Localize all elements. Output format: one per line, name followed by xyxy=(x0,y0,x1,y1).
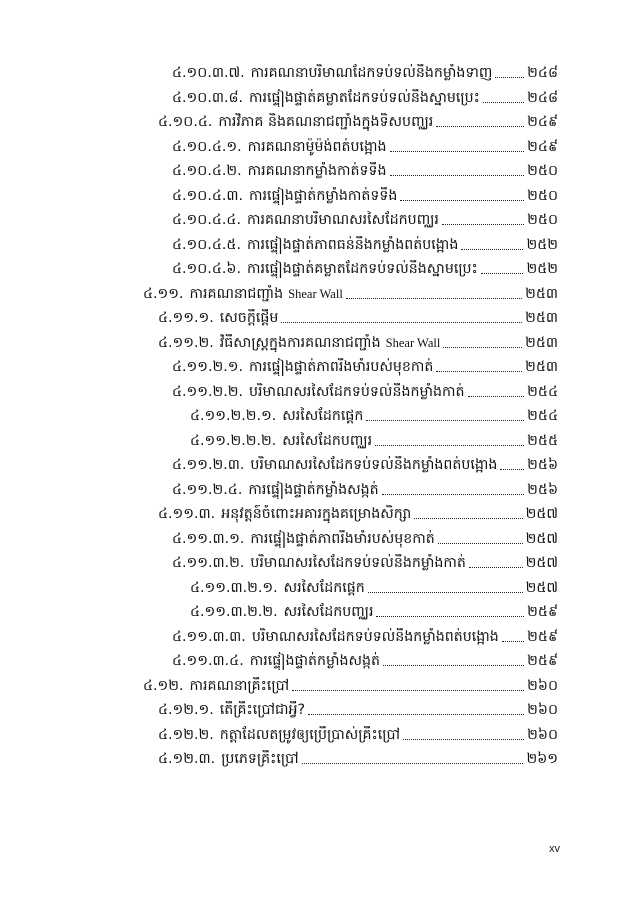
toc-dot-leader xyxy=(414,517,522,519)
toc-entry[interactable] xyxy=(172,156,558,180)
toc-entry-number: ៤.១១.៣. xyxy=(158,506,216,522)
toc-entry[interactable] xyxy=(143,279,558,303)
toc-entry-number: ៤.១១.២.២.១. xyxy=(190,408,277,424)
toc-entry-title: អនុវត្តន៍ចំពោះអគារក្នុងគម្រោងសិក្សា xyxy=(221,506,412,522)
toc-dot-leader xyxy=(495,76,524,78)
toc-entry[interactable] xyxy=(158,720,558,744)
toc-entry[interactable] xyxy=(172,230,558,254)
toc-entry-title-latin: Shear Wall xyxy=(385,335,441,350)
toc-dot-leader xyxy=(383,664,524,666)
toc-entry-page: ២៥០ xyxy=(527,187,558,204)
toc-entry-page: ២៦០ xyxy=(527,677,558,694)
toc-dot-leader xyxy=(390,150,525,152)
toc-entry[interactable] xyxy=(172,83,558,107)
toc-entry[interactable] xyxy=(190,426,558,450)
toc-entry-title-latin: Shear Wall xyxy=(288,286,343,301)
toc-entry-number: ៤.១០.៤.៣. xyxy=(172,187,244,204)
toc-entry-title: កត្តាដែលតម្រូវឲ្យប្រើប្រាស់គ្រឹះប្រៅ xyxy=(219,726,400,743)
toc-entry[interactable] xyxy=(190,401,558,425)
toc-dot-leader xyxy=(366,419,524,421)
toc-dot-leader xyxy=(400,199,524,201)
toc-entry-number: ៤.១២. xyxy=(143,677,184,694)
toc-entry-number: ៤.១០.៤.២. xyxy=(172,163,242,179)
toc-entry-title: ការផ្ទៀងផ្ទាត់ភាពរឹងមាំរបស់មុខកាត់ xyxy=(250,530,435,547)
toc-dot-leader xyxy=(376,615,524,617)
toc-dot-leader xyxy=(368,591,523,593)
toc-entry-page: ២៥០ xyxy=(527,212,558,228)
toc-entry-number: ៤.១១.៣.១. xyxy=(172,530,245,547)
toc-dot-leader xyxy=(281,321,522,323)
toc-entry-page: ២៥៣ xyxy=(525,334,558,351)
toc-entry-title: សេចក្តីផ្តើម xyxy=(219,310,279,326)
toc-dot-leader xyxy=(390,174,525,176)
toc-entry-page: ២៥៧ xyxy=(525,506,558,522)
toc-entry-title: ការផ្ទៀងផ្ទាត់កម្លាំងសង្កត់ xyxy=(249,653,381,669)
toc-entry[interactable] xyxy=(172,205,558,229)
toc-entry-number: ៤.១១.២. xyxy=(158,334,214,351)
toc-dot-leader xyxy=(308,713,524,715)
toc-entry-number: ៤.១០.៤.៦. xyxy=(172,261,241,277)
toc-entry-page: ២៥២ xyxy=(526,236,558,253)
toc-entry[interactable] xyxy=(172,377,558,401)
toc-dot-leader xyxy=(403,738,524,740)
toc-entry-number: ៤.១១.៣.៣. xyxy=(172,628,246,645)
toc-entry-title: សរសៃដែកផ្តេក xyxy=(282,408,364,424)
toc-entry[interactable] xyxy=(172,622,558,646)
toc-entry-number: ៤.១០.៤.៤. xyxy=(172,212,241,228)
toc-entry-page: ២៥៦ xyxy=(527,457,558,473)
toc-entry-title: ការផ្ទៀងផ្ទាត់កម្លាំងសង្កត់ xyxy=(248,481,379,498)
toc-entry-title: ការគណនាម៉ូម៉ង់ពត់បង្អោង xyxy=(247,138,387,155)
toc-entry-page: ២៥៧ xyxy=(525,555,558,571)
toc-entry-title: សរសៃដែកបញ្ឈរ xyxy=(283,604,374,620)
toc-entry-page: ២៥៣ xyxy=(525,285,558,302)
toc-entry-number: ៤.១០.៤.៥. xyxy=(172,236,241,253)
toc-entry[interactable] xyxy=(172,132,558,156)
toc-dot-leader xyxy=(481,272,524,274)
toc-dot-leader xyxy=(375,444,524,446)
toc-entry-title: ការគណនាបរិមាណសរសៃដែកបញ្ឈរ xyxy=(246,212,439,228)
toc-entry-page: ២៥៩ xyxy=(527,604,558,620)
toc-entry-page: ២៥៤ xyxy=(527,383,558,400)
toc-entry-number: ៤.១០.៣.៨. xyxy=(172,89,244,106)
toc-entry-title: ការផ្ទៀងផ្ទាត់គម្លាតដែកទប់ទល់នឹងស្នាមប្រេះ xyxy=(249,89,480,106)
toc-entry-number: ៤.១២.៣. xyxy=(158,751,216,767)
toc-entry[interactable] xyxy=(172,646,558,670)
toc-entry-title: បរិមាណសរសៃដែកទប់ទល់នឹងកម្លាំងកាត់ xyxy=(250,555,466,571)
toc-entry-number: ៤.១២.២. xyxy=(158,726,214,743)
toc-entry-page: ២៥២ xyxy=(526,261,558,277)
toc-dot-leader xyxy=(438,542,523,544)
toc-entry-page: ២៥៩ xyxy=(527,653,558,669)
toc-entry-number: ៤.១២.១. xyxy=(158,702,214,718)
toc-entry-title: តើគ្រឹះប្រៅជាអ្វី? xyxy=(219,702,306,718)
toc-entry[interactable] xyxy=(158,499,558,523)
toc-entry[interactable] xyxy=(172,524,558,548)
toc-entry[interactable] xyxy=(190,573,558,597)
page-number: xv xyxy=(549,843,560,855)
toc-entry[interactable] xyxy=(158,303,558,327)
toc-entry[interactable] xyxy=(172,450,558,474)
toc-entry-number: ៤.១១.៣.២.២. xyxy=(190,604,278,620)
toc-entry[interactable] xyxy=(172,352,558,376)
toc-entry-number: ៤.១១.៣.២.១. xyxy=(190,579,278,596)
toc-entry-title: បរិមាណសរសៃដែកទប់ទល់នឹងកម្លាំងពត់បង្អោង xyxy=(250,457,498,473)
toc-dot-leader xyxy=(483,101,524,103)
toc-entry-page: ២៥៧ xyxy=(525,530,558,547)
toc-dot-leader xyxy=(500,468,524,470)
toc-entry-number: ៤.១០.៤.១. xyxy=(172,138,242,155)
toc-entry-page: ២៥៣ xyxy=(525,310,558,326)
toc-entry-page: ២៦១ xyxy=(526,751,558,767)
toc-entry-title: ការផ្ទៀងផ្ទាត់ភាពធន់នឹងកម្លាំងពត់បង្អោង xyxy=(246,236,459,253)
toc-dot-leader xyxy=(461,248,523,250)
toc-entry-title: ប្រភេទគ្រឹះប្រៅ xyxy=(221,751,299,767)
toc-entry-number: ៤.១១.១. xyxy=(158,310,214,326)
toc-entry-page: ២៤៨ xyxy=(527,65,558,81)
toc-entry-number: ៤.១១.៣.២. xyxy=(172,555,245,571)
toc-dot-leader xyxy=(382,493,525,495)
toc-entry-title: បរិមាណសរសៃដែកទប់ទល់នឹងកម្លាំងពត់បង្អោង xyxy=(251,628,499,645)
toc-entry[interactable] xyxy=(172,548,558,572)
toc-dot-leader xyxy=(302,762,524,764)
toc-entry-title: វិធីសាស្ត្រក្នុងការគណនាជញ្ជាំង xyxy=(219,334,381,351)
toc-dot-leader xyxy=(292,689,524,691)
toc-entry-title: ការគណនាកម្លាំងកាត់ទទឹង xyxy=(247,163,387,179)
toc-entry-number: ៤.១១.២.២. xyxy=(172,383,244,400)
toc-entry-number: ៤.១១. xyxy=(143,285,184,302)
toc-entry-number: ៤.១១.២.១. xyxy=(172,359,244,375)
toc-entry[interactable] xyxy=(158,328,558,352)
toc-entry-page: ២៥៩ xyxy=(527,628,558,645)
toc-entry[interactable] xyxy=(158,744,558,768)
toc-entry-page: ២៤៩ xyxy=(527,114,558,130)
toc-entry-title: ការផ្ទៀងផ្ទាត់ភាពរឹងមាំរបស់មុខកាត់ xyxy=(249,359,434,375)
toc-entry-number: ៤.១១.២.៤. xyxy=(172,481,243,498)
toc-entry-page: ២៥៤ xyxy=(527,408,558,424)
toc-entry-page: ២៦០ xyxy=(527,726,558,743)
toc-entry-page: ២៥៦ xyxy=(527,481,558,498)
toc-entry-title: ការវិភាគ និងគណនាជញ្ជាំងក្នុងទិសបញ្ឈរ xyxy=(218,114,434,130)
toc-entry[interactable] xyxy=(172,58,558,82)
toc-entry-title: បរិមាណសរសៃដែកទប់ទល់នឹងកម្លាំងកាត់ xyxy=(249,383,465,400)
toc-entry[interactable] xyxy=(172,475,558,499)
toc-entry-title: ការផ្ទៀងផ្ទាត់កម្លាំងកាត់ទទឹង xyxy=(249,187,398,204)
toc-entry-title: សរសៃដែកផ្តេក xyxy=(283,579,365,596)
toc-dot-leader xyxy=(468,395,525,397)
toc-entry-page: ២៥៧ xyxy=(525,579,558,596)
toc-entry-page: ២៤៩ xyxy=(527,138,558,155)
toc-dot-leader xyxy=(436,370,522,372)
toc-dot-leader xyxy=(469,566,523,568)
toc-entry[interactable] xyxy=(143,671,558,695)
toc-entry-page: ២៦០ xyxy=(527,702,558,718)
toc-entry-page: ២៥០ xyxy=(527,163,558,179)
toc-entry[interactable] xyxy=(190,597,558,621)
toc-entry-page: ២៤៨ xyxy=(527,89,558,106)
toc-entry-title: សរសៃដែកបញ្ឈរ xyxy=(282,432,373,449)
toc-entry-title: ការគណនាបរិមាណដែកទប់ទល់នឹងកម្លាំងទាញ xyxy=(250,65,493,81)
toc-dot-leader xyxy=(502,640,524,642)
toc-entry-page: ២៥៣ xyxy=(525,359,558,375)
toc-entry-title: ការគណនាជញ្ជាំង xyxy=(189,285,284,302)
toc-entry-number: ៤.១០.៤. xyxy=(158,114,213,130)
toc-entry-title: ការផ្ទៀងផ្ទាត់គម្លាតដែកទប់ទល់នឹងស្នាមប្រេះ xyxy=(246,261,478,277)
toc-entry-number: ៤.១១.៣.៤. xyxy=(172,653,244,669)
toc-dot-leader xyxy=(443,346,522,348)
toc-entry-page: ២៥៥ xyxy=(527,432,558,449)
toc-dot-leader xyxy=(346,297,522,299)
toc-entry[interactable] xyxy=(158,107,558,131)
toc-entry[interactable] xyxy=(172,181,558,205)
toc-dot-leader xyxy=(442,223,524,225)
toc-dot-leader xyxy=(436,125,524,127)
toc-entry-number: ៤.១១.២.២.២. xyxy=(190,432,277,449)
toc-entry[interactable] xyxy=(158,695,558,719)
toc-entry[interactable] xyxy=(172,254,558,278)
toc-entry-number: ៤.១១.២.៣. xyxy=(172,457,245,473)
toc-entry-title: ការគណនាគ្រឹះប្រៅ xyxy=(189,677,290,694)
toc-entry-number: ៤.១០.៣.៧. xyxy=(172,65,245,81)
